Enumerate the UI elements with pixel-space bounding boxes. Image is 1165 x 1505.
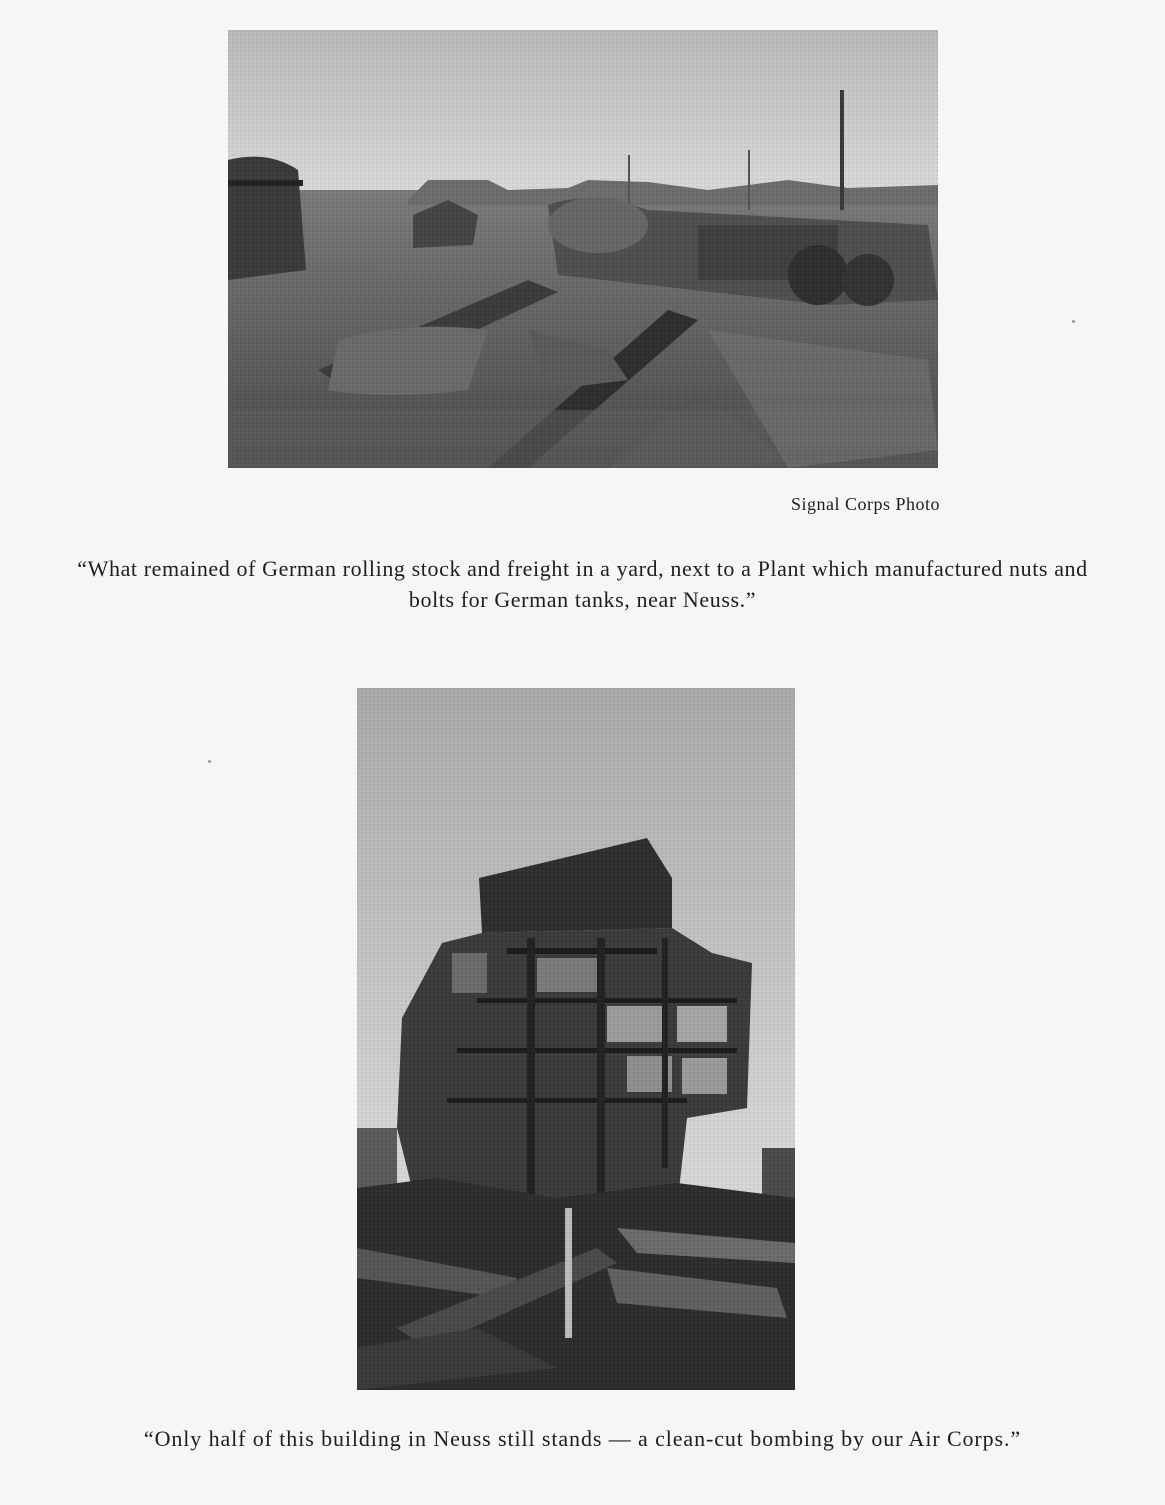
bombed-building-photo [357, 688, 795, 1390]
rail-yard-caption: “What remained of German rolling stock and freight in a yard, next to a Plant which manufactured nuts and bolts for German tanks, near Neuss.” [77, 556, 1088, 612]
photo-credit: Signal Corps Photo [790, 494, 940, 514]
bombed-building-image [357, 688, 795, 1390]
paper-speck [1072, 320, 1075, 323]
rail-yard-image [228, 30, 938, 468]
rail-yard-photo [228, 30, 938, 468]
paper-speck [208, 760, 211, 763]
building-caption: “Only half of this building in Neuss still stands — a clean-cut bombing by our Air Corps.” [143, 1426, 1022, 1451]
